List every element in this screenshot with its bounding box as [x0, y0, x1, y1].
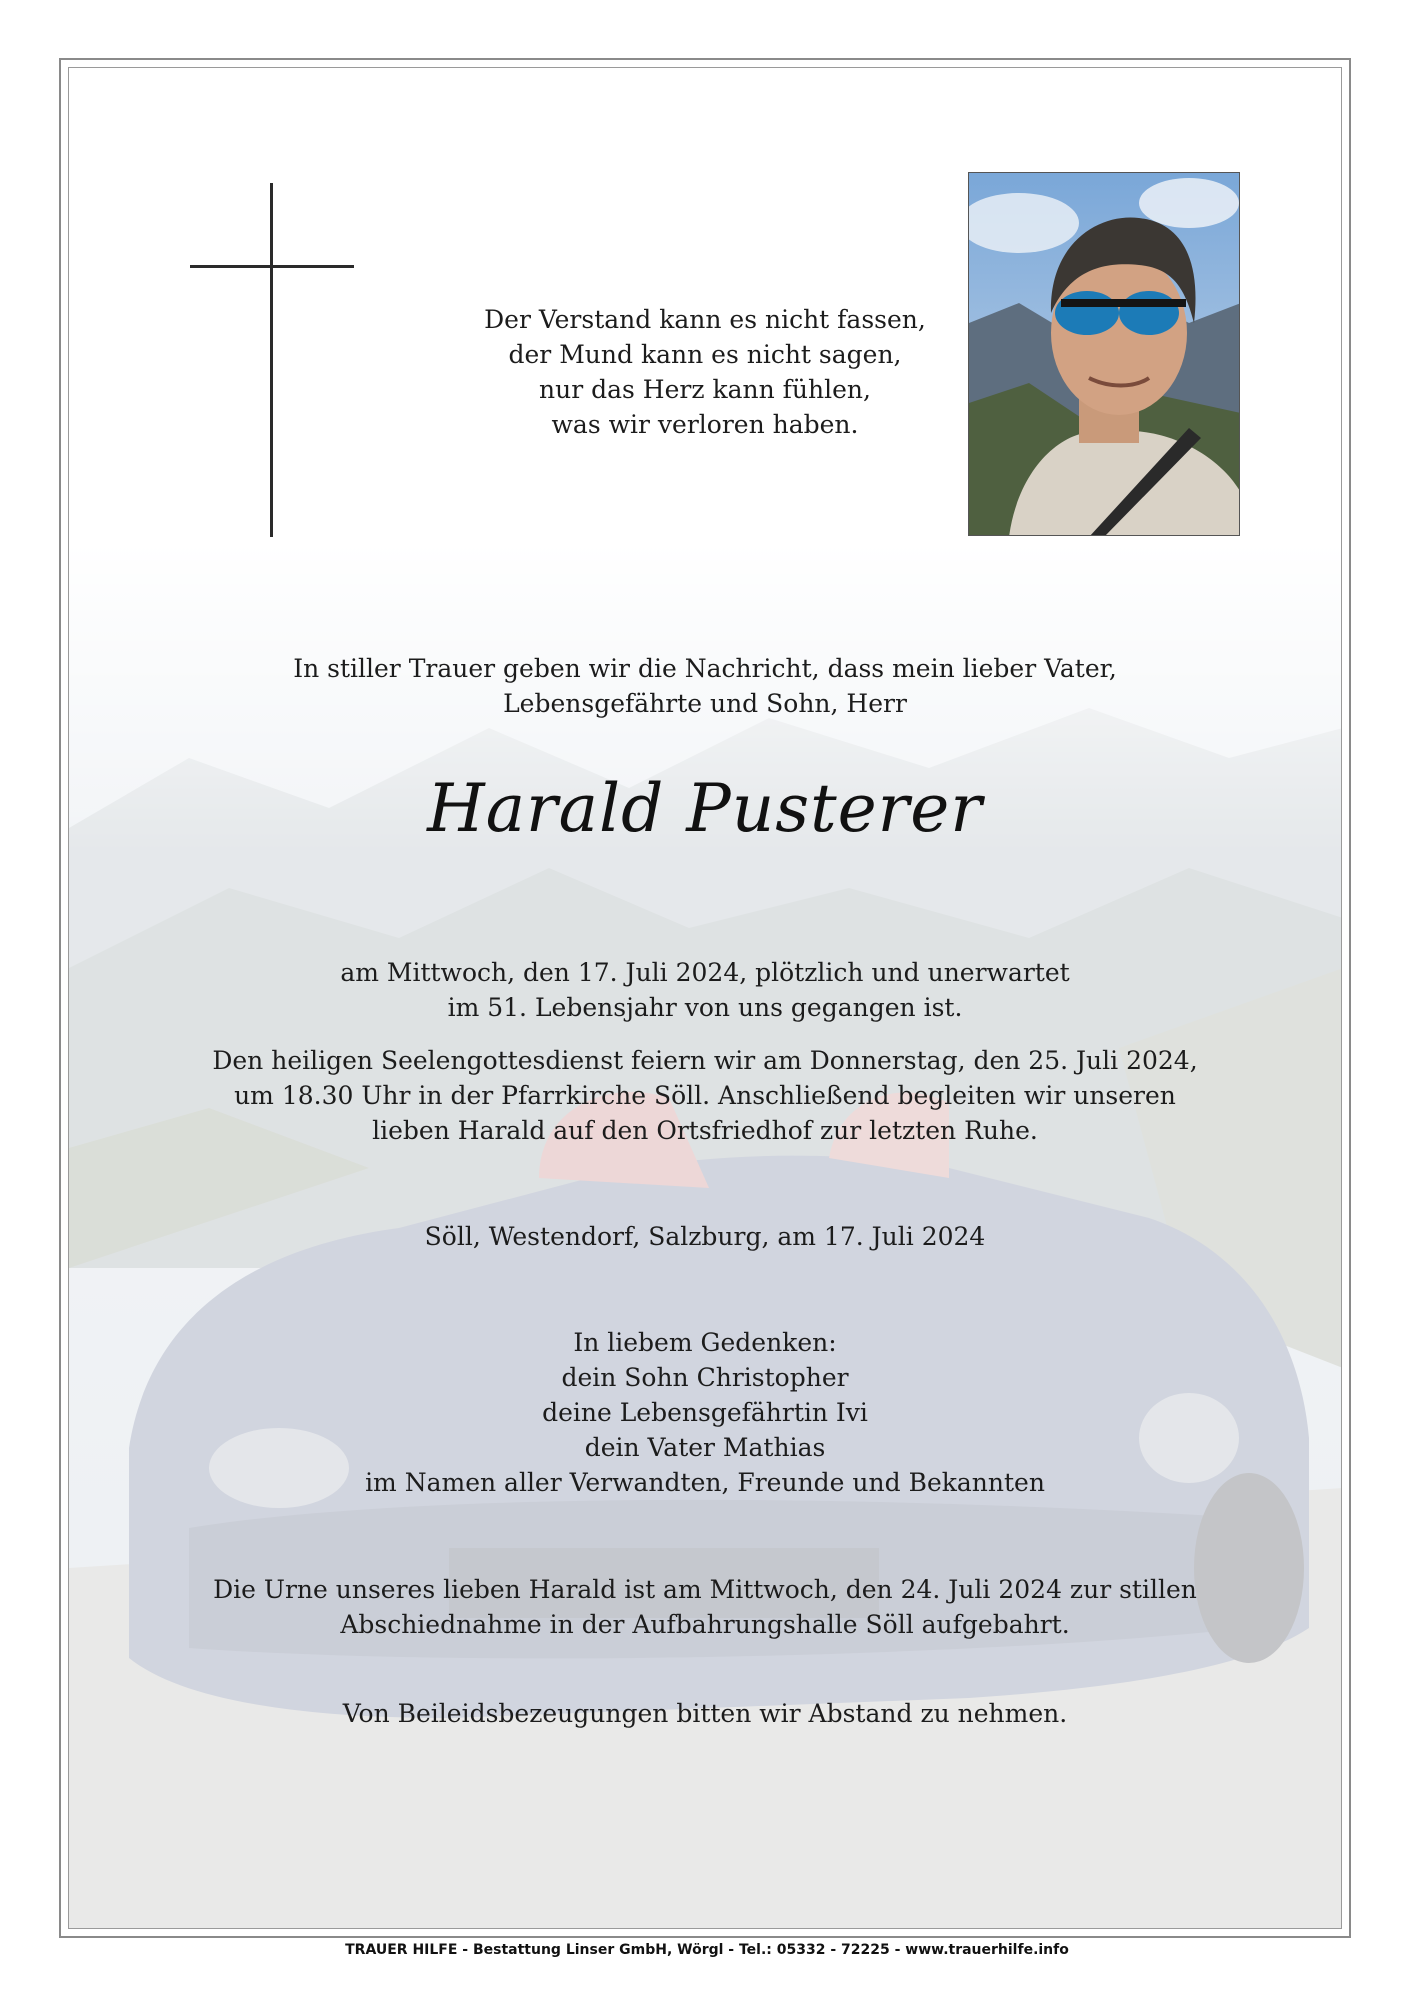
service-line: um 18.30 Uhr in der Pfarrkirche Söll. Anschließend begleiten wir unseren [234, 1081, 1176, 1110]
mourners-line: im Namen aller Verwandten, Freunde und Bekannten [365, 1468, 1045, 1497]
death-line: am Mittwoch, den 17. Juli 2024, plötzlich und unerwartet [340, 958, 1070, 987]
footer-imprint: TRAUER HILFE - Bestattung Linser GmbH, Wörgl - Tel.: 05332 - 72225 - www.trauerhilfe.info [345, 1942, 1069, 1958]
death-line: im 51. Lebensjahr von uns gegangen ist. [447, 993, 963, 1022]
quote-line: Der Verstand kann es nicht fassen, [484, 305, 926, 334]
quote-block [68, 302, 1342, 442]
death-block [68, 955, 1342, 1025]
deceased-name: Harald Pusterer [427, 770, 983, 847]
urn-block [68, 1572, 1342, 1642]
announcement-line: Lebensgefährte und Sohn, Herr [503, 689, 907, 718]
announcement-line: In stiller Trauer geben wir die Nachricht, dass mein lieber Vater, [293, 654, 1117, 683]
quote-line: was wir verloren haben. [551, 410, 859, 439]
announcement-block [68, 651, 1342, 721]
mourners-block [68, 1325, 1342, 1500]
service-block [68, 1043, 1342, 1148]
service-line: lieben Harald auf den Ortsfriedhof zur letzten Ruhe. [372, 1116, 1038, 1145]
mourners-line: deine Lebensgefährtin Ivi [542, 1398, 868, 1427]
urn-line: Abschiednahme in der Aufbahrungshalle Söll aufgebahrt. [340, 1610, 1070, 1639]
mourners-line: dein Sohn Christopher [561, 1363, 849, 1392]
mourners-line: dein Vater Mathias [584, 1433, 826, 1462]
condolence-note: Von Beileidsbezeugungen bitten wir Abstand zu nehmen. [342, 1699, 1068, 1728]
service-line: Den heiligen Seelengottesdienst feiern wir am Donnerstag, den 25. Juli 2024, [212, 1046, 1198, 1075]
mourners-line: In liebem Gedenken: [573, 1328, 837, 1357]
urn-line: Die Urne unseres lieben Harald ist am Mittwoch, den 24. Juli 2024 zur stillen [213, 1575, 1197, 1604]
place-date: Söll, Westendorf, Salzburg, am 17. Juli 2024 [424, 1222, 986, 1251]
quote-line: nur das Herz kann fühlen, [539, 375, 871, 404]
quote-line: der Mund kann es nicht sagen, [508, 340, 902, 369]
